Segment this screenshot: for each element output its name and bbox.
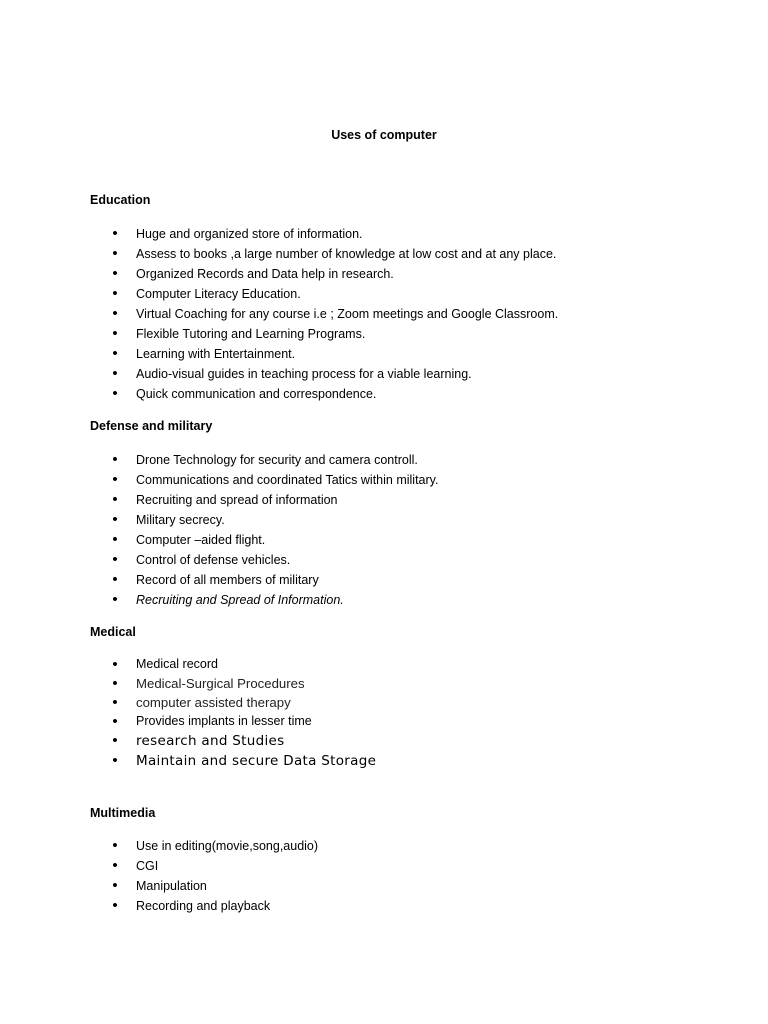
bullet-icon [110,836,120,856]
bullet-icon [110,470,120,490]
list-item: • Assess to books ,a large number of knowledge at low cost and at any place. [0,244,558,264]
list-item: • Record of all members of military [0,570,438,590]
education-list [0,224,558,404]
list-item: • research and Studies [0,731,376,751]
bullet-icon [110,344,120,364]
list-item: • Computer –aided flight. [0,530,438,550]
bullet-icon [110,244,120,264]
bullet-icon [110,450,120,470]
list-item: • Recruiting and spread of information [0,490,438,510]
list-item: • Organized Records and Data help in research. [0,264,558,284]
section-heading-medical: Medical [90,625,136,639]
list-item: • Virtual Coaching for any course i.e ; Zoom meetings and Google Classroom. [0,304,558,324]
bullet-icon [110,655,120,675]
bullet-icon [110,693,120,713]
list-item: • Learning with Entertainment. [0,344,558,364]
list-item: • Communications and coordinated Tatics within military. [0,470,438,490]
bullet-icon [110,384,120,404]
list-item: • computer assisted therapy [0,693,376,712]
document-title: Uses of computer [331,128,437,142]
bullet-icon [110,324,120,344]
bullet-icon [110,590,120,610]
bullet-icon [110,751,120,771]
list-item: • Recording and playback [0,896,318,916]
list-item: • Flexible Tutoring and Learning Programs. [0,324,558,344]
bullet-icon [110,876,120,896]
list-item: • Recruiting and Spread of Information. [0,590,438,610]
bullet-icon [110,530,120,550]
bullet-icon [110,712,120,732]
list-item: • Manipulation [0,876,318,896]
defense-list [0,450,438,610]
bullet-icon [110,284,120,304]
list-item: • CGI [0,856,318,876]
list-item: • Audio-visual guides in teaching process for a viable learning. [0,364,558,384]
list-item: • Computer Literacy Education. [0,284,558,304]
bullet-icon [110,224,120,244]
list-item: • Medical-Surgical Procedures [0,674,376,693]
bullet-icon [110,264,120,284]
medical-list [0,655,376,771]
list-item: • Military secrecy. [0,510,438,530]
bullet-icon [110,570,120,590]
section-heading-education: Education [90,193,151,207]
section-heading-defense: Defense and military [90,419,213,433]
bullet-icon [110,304,120,324]
bullet-icon [110,364,120,384]
bullet-icon [110,856,120,876]
section-heading-multimedia: Multimedia [90,806,156,820]
list-item: • Quick communication and correspondence. [0,384,558,404]
list-item: • Huge and organized store of information. [0,224,558,244]
list-item: • Control of defense vehicles. [0,550,438,570]
list-item: • Use in editing(movie,song,audio) [0,836,318,856]
multimedia-list [0,836,318,916]
list-item: • Medical record [0,655,376,674]
bullet-icon [110,490,120,510]
bullet-icon [110,550,120,570]
list-item: • Maintain and secure Data Storage [0,751,376,771]
list-item: • Provides implants in lesser time [0,712,376,731]
bullet-icon [110,896,120,916]
bullet-icon [110,510,120,530]
bullet-icon [110,674,120,694]
bullet-icon [110,731,120,751]
list-item: • Drone Technology for security and camera controll. [0,450,438,470]
